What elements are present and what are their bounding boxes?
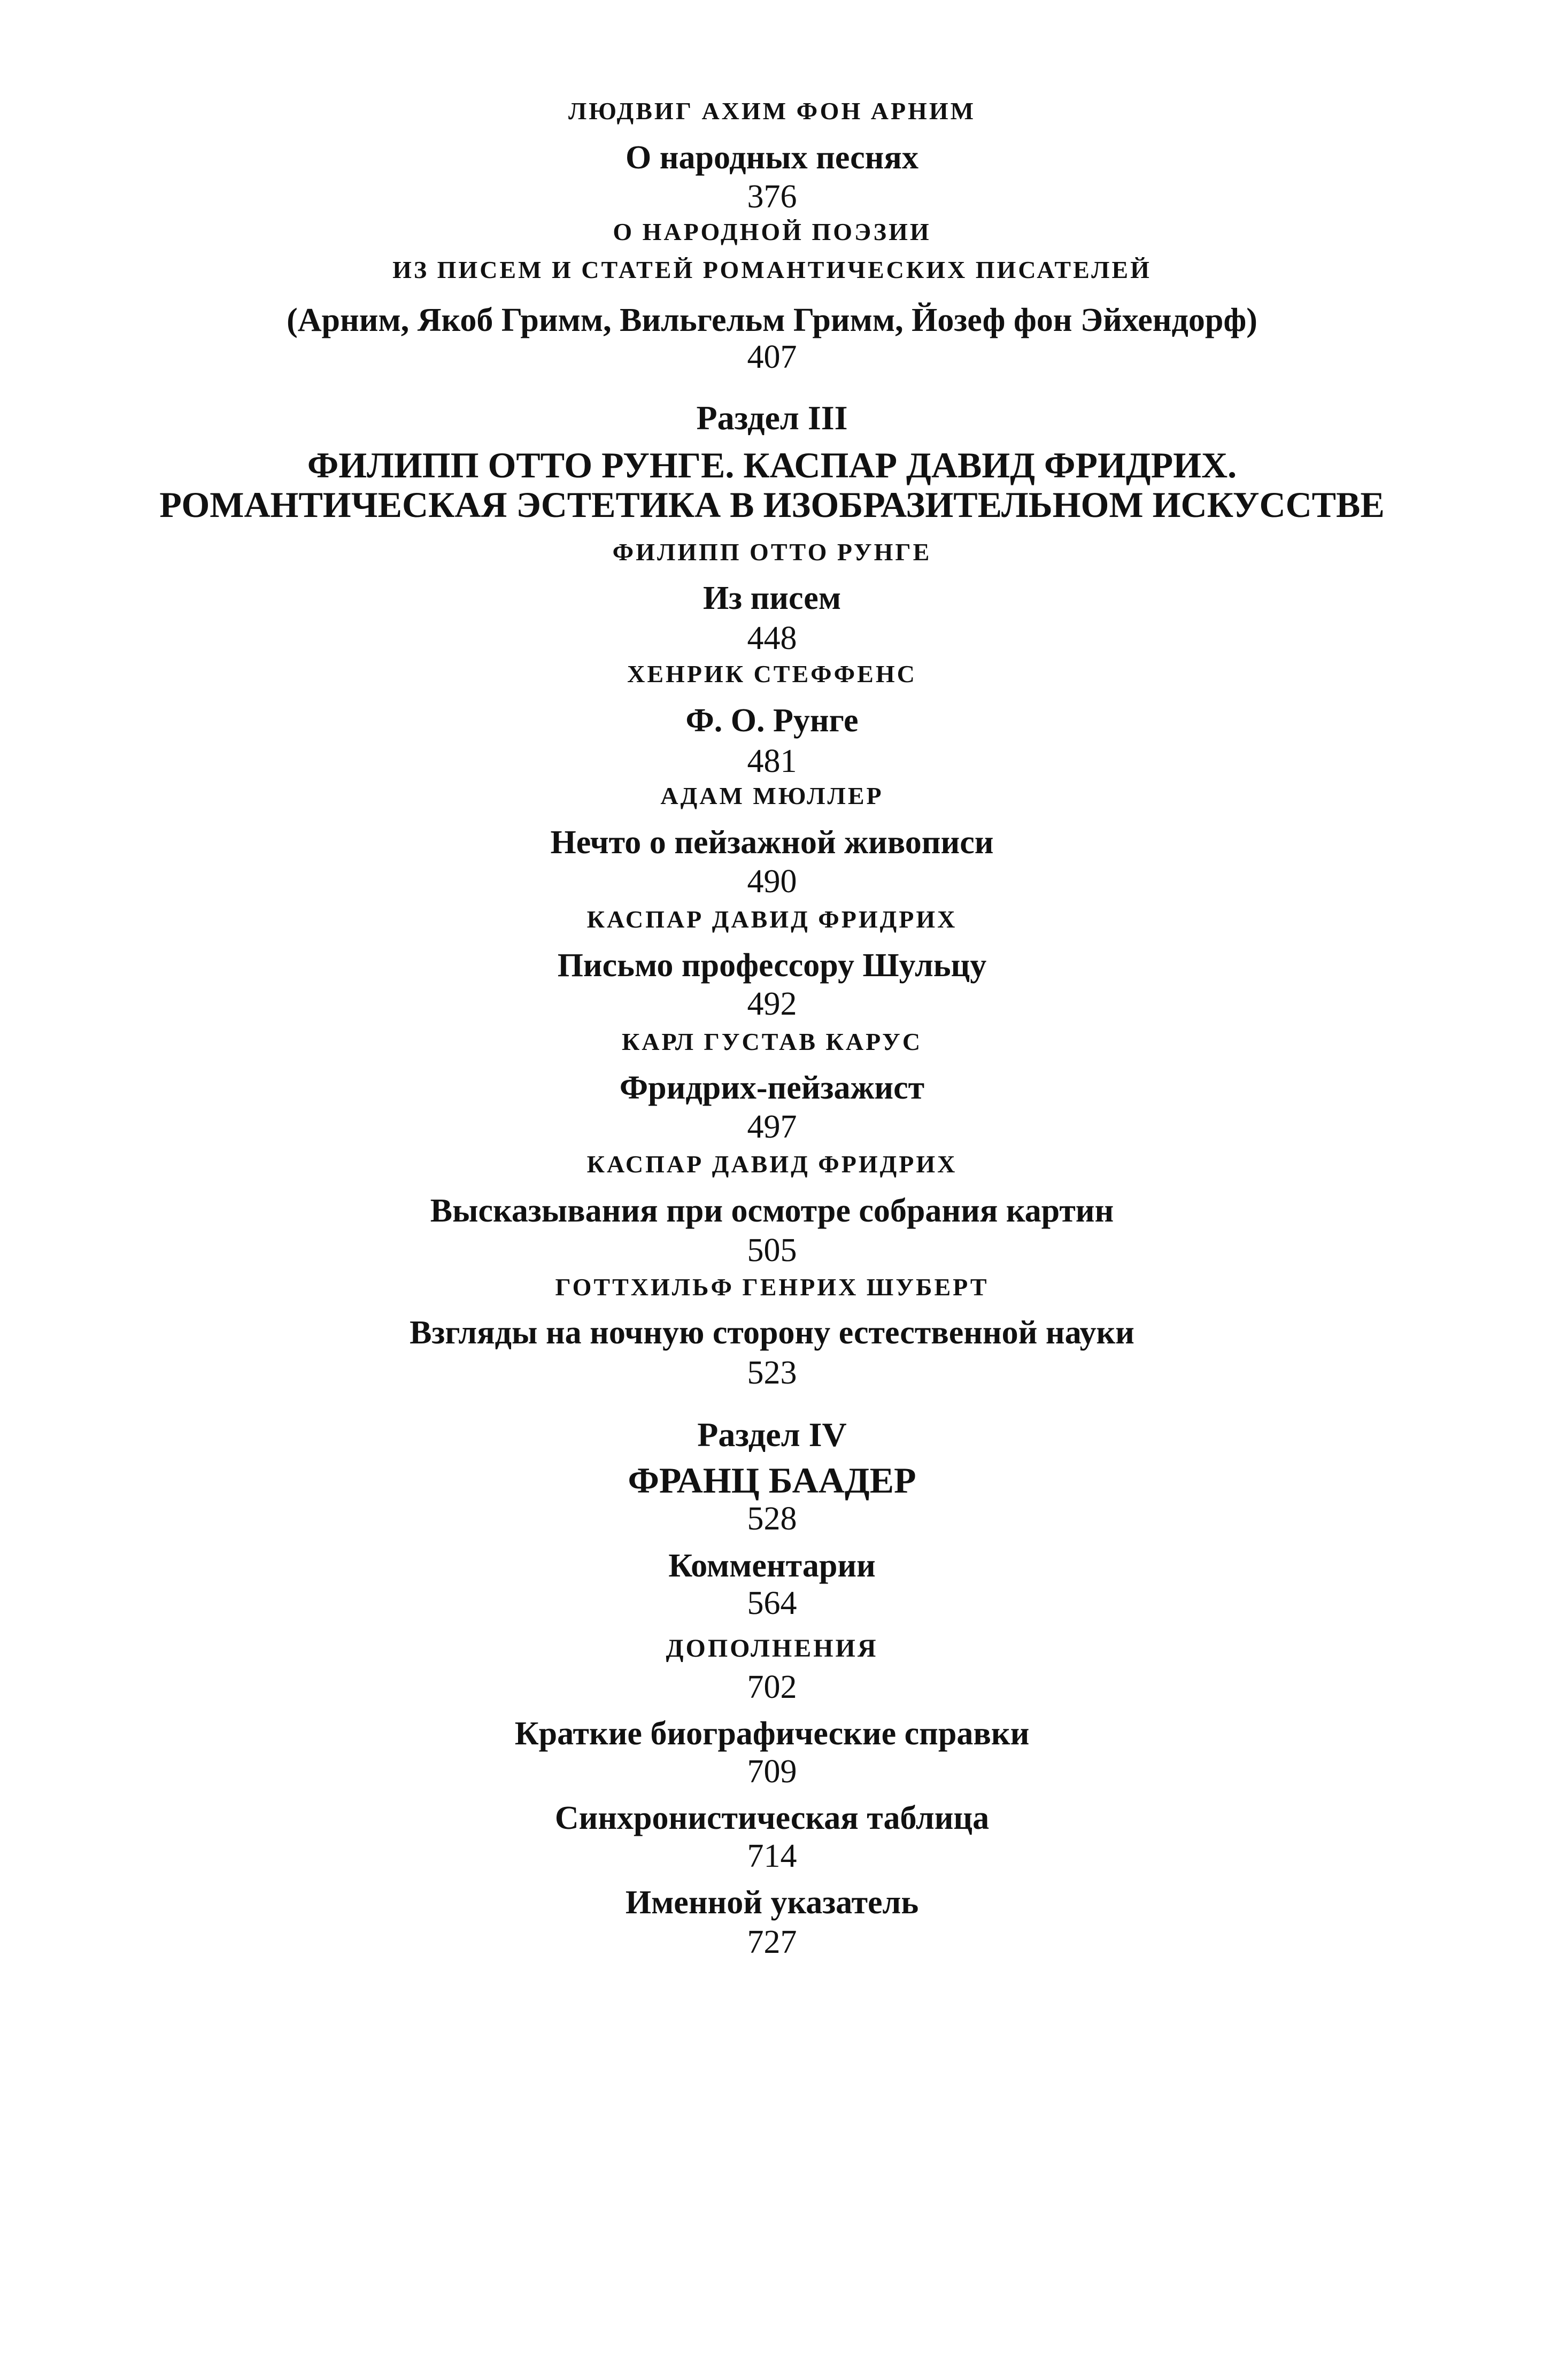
entry-title: Именной указатель [625, 1884, 919, 1921]
author-heading: ФИЛИПП ОТТО РУНГЕ [612, 538, 932, 566]
page-number: 727 [747, 1924, 797, 1960]
author-heading: АДАМ МЮЛЛЕР [660, 782, 884, 809]
author-heading: ГОТТХИЛЬФ ГЕНРИХ ШУБЕРТ [555, 1273, 989, 1301]
entry-title: Комментарии [668, 1548, 876, 1584]
page-number: 376 [747, 179, 797, 215]
page-number: 497 [747, 1109, 797, 1145]
page-number: 523 [747, 1355, 797, 1391]
section-title: ФИЛИПП ОТТО РУНГЕ. КАСПАР ДАВИД ФРИДРИХ. [307, 445, 1237, 485]
author-heading: КАСПАР ДАВИД ФРИДРИХ [586, 906, 958, 933]
page-number: 505 [747, 1232, 797, 1269]
section-label: Раздел III [696, 399, 848, 437]
author-heading: КАРЛ ГУСТАВ КАРУС [621, 1028, 923, 1055]
entry-title: Синхронистическая таблица [554, 1800, 990, 1836]
author-heading: КАСПАР ДАВИД ФРИДРИХ [586, 1150, 958, 1178]
entry-title: Фридрих-пейзажист [619, 1070, 925, 1106]
page-number: 709 [747, 1753, 797, 1790]
author-heading: ИЗ ПИСЕМ И СТАТЕЙ РОМАНТИЧЕСКИХ ПИСАТЕЛЕЙ [392, 256, 1152, 283]
section-title: РОМАНТИЧЕСКАЯ ЭСТЕТИКА В ИЗОБРАЗИТЕЛЬНОМ ИСКУССТВЕ [159, 484, 1385, 525]
entry-title: Ф. О. Рунге [685, 702, 859, 739]
page-number: 492 [747, 986, 797, 1022]
entry-title-caps: ДОПОЛНЕНИЯ [666, 1634, 878, 1663]
entry-title: Нечто о пейзажной живописи [550, 824, 994, 861]
page-number: 564 [747, 1585, 797, 1621]
entry-title: Краткие биографические справки [514, 1716, 1030, 1752]
page-number: 481 [747, 743, 797, 779]
page-number: 448 [747, 620, 797, 656]
entry-title: О народных песнях [626, 140, 918, 176]
page-number: 714 [747, 1838, 797, 1874]
entry-title: (Арним, Якоб Гримм, Вильгельм Гримм, Йозеф фон Эйхендорф) [287, 302, 1257, 338]
page-number: 407 [747, 339, 797, 375]
entry-title: Взгляды на ночную сторону естественной науки [410, 1315, 1134, 1351]
author-heading: О НАРОДНОЙ ПОЭЗИИ [613, 218, 931, 245]
section-label: Раздел IV [697, 1416, 847, 1454]
entry-title: Высказывания при осмотре собрания картин [430, 1193, 1114, 1229]
page-number: 490 [747, 863, 797, 900]
page-number: 702 [747, 1669, 797, 1705]
page-number: 528 [747, 1501, 797, 1537]
entry-title: Письмо профессору Шульцу [557, 947, 987, 984]
section-title: ФРАНЦ БААДЕР [628, 1460, 916, 1501]
author-heading: ЛЮДВИГ АХИМ ФОН АРНИМ [568, 97, 976, 125]
entry-title: Из писем [702, 580, 842, 616]
author-heading: ХЕНРИК СТЕФФЕНС [627, 660, 917, 687]
